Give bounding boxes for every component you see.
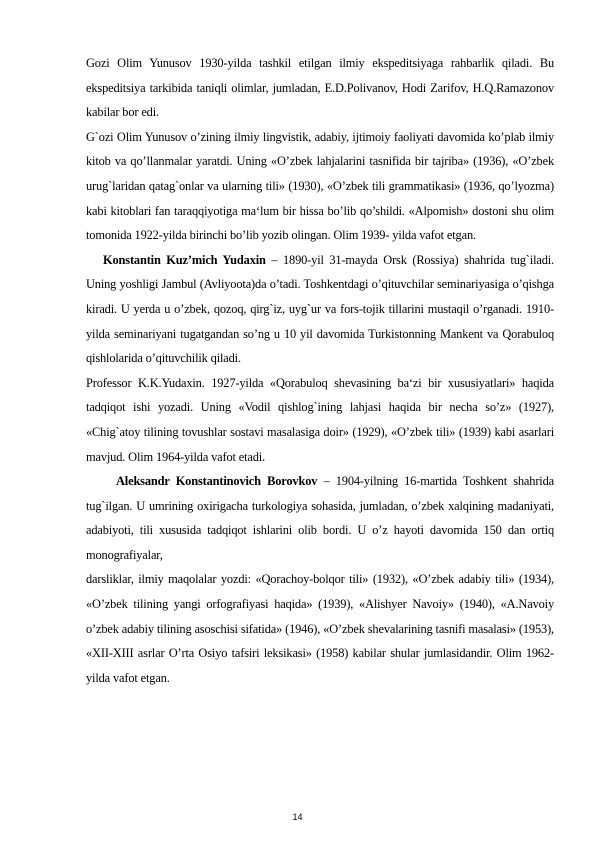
paragraph-1-text: Gozi Olim Yunusov 1930-yilda tashkil etilgan ilmiy ekspeditsiyaga rahbarlik qiladi. Bu ekspeditsiya tarkibida taniqli olimlar, jumladan, E.D.Polivanov, Hodi Zarifov, H.Q.Ramazonov kabilar bor edi. xyxy=(86,56,554,120)
paragraph-2 xyxy=(86,125,554,248)
name-borovkov: Aleksandr Konstantinovich Borovkov xyxy=(116,474,318,489)
paragraph-2-text: G`ozi Olim Yunusov o’zining ilmiy lingvistik, adabiy, ijtimoiy faoliyati davomida ko’plab ilmiy kitob va qo’llanmalar yaratdi. Uning «O’zbek lahjalarini tasnifida bir tajriba» (1936), «O’zbek urug`laridan qatag`onlar va ularning tili» (1930), «O’zbek tili grammatikasi» (1936, qo’lyozma) kabi kitoblari fan taraqqiyotiga ma‘lum bir hissa bo’lib qo’shildi. «Alpomish» dostoni shu olim tomonida 1922-yilda birinchi bo’lib yozib olingan. Olim 1939- yilda vafot etgan. xyxy=(86,129,554,243)
paragraph-yudaxin-works xyxy=(86,371,554,469)
paragraph-borovkov-bio-text: – 1904-yilning 16-martida Toshkent shahrida tug`ilgan. U umrining oxirigacha turkologiya sohasida, jumladan, o’zbek xalqining madaniyati, adabiyoti, tili xususida tadqiqot ishlarini olib bordi. U o’z hayoti davomida 150 dan ortiq monografiyalar, xyxy=(86,474,554,562)
page-number: 14 xyxy=(292,812,303,822)
paragraph-borovkov-bio xyxy=(86,469,554,567)
paragraph-borovkov-works-text: darsliklar, ilmiy maqolalar yozdi: «Qorachoy-bolqor tili» (1932), «O’zbek adabiy tili» (1934), «O’zbek tilining yangi orfografiyasi haqida» (1939), «Alishyer Navoiy» (1940), «A.Navoiy o’zbek adabiy tilining asoschisi sifatida» (1946), «O’zbek shevalarining tasnifi masalasi» (1953), «XII-XIII asrlar O’rta Osiyo tafsiri leksikasi» (1958) kabilar shular jumlasidandir. Olim 1962-yilda vafot etgan. xyxy=(86,572,554,685)
paragraph-borovkov-works xyxy=(86,567,554,690)
document-body xyxy=(86,51,554,690)
paragraph-yudaxin-bio xyxy=(86,248,554,371)
paragraph-1 xyxy=(86,51,554,125)
paragraph-yudaxin-bio-text: – 1890-yil 31-mayda Orsk (Rossiya) shahrida tug`iladi. Uning yoshligi Jambul (Avliyoota)da o’tadi. Toshkentdagi o’qituvchilar seminariyasiga o’qishga kiradi. U yerda u o’zbek, qozoq, qirg`iz, uyg`ur va fors-tojik tillarini mustaqil o’rganadi. 1910-yilda seminariyani tugatgandan so’ng u 10 yil davomida Turkistonning Mankent va Qorabuloq qishlolarida o’qituvchilik qiladi. xyxy=(86,252,554,366)
paragraph-yudaxin-works-text: Professor K.K.Yudaxin. 1927-yilda «Qorabuloq shevasining ba‘zi bir xususiyatlari» haqida tadqiqot ishi yozadi. Uning «Vodil qishlog`ining lahjasi haqida bir necha so’z» (1927), «Chig`atoy tilining tovushlar sostavi masalasiga doir» (1929), «O’zbek tili» (1939) kabi asarlari mavjud. Olim 1964-yilda vafot etadi. xyxy=(86,375,554,464)
name-yudaxin: Konstantin Kuz’mich Yudaxin xyxy=(103,252,266,267)
